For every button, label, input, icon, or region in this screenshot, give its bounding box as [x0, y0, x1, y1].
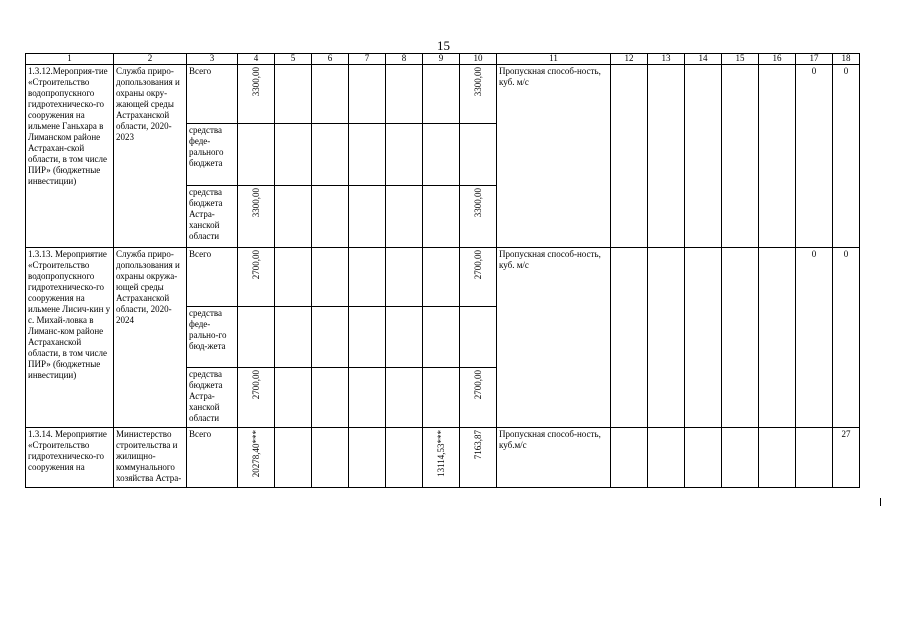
value-cell: 2700,00 — [460, 368, 497, 428]
header-cell: 11 — [497, 54, 611, 65]
header-cell: 15 — [722, 54, 759, 65]
data-table — [25, 53, 860, 488]
indicator: Пропускная способ-ность, куб. м/с — [497, 248, 611, 428]
header-cell: 4 — [238, 54, 275, 65]
activity-name: 1.3.13. Мероприятие «Строительство водопропускного гидротехническо-го сооружения на ильмене Лисич-кин у с. Михай-ловка в Лиманс-ком районе Астраханской области, в том числе ПИР» (бюджетные инвестиции) — [26, 248, 114, 428]
value-cell: 27 — [833, 428, 860, 488]
value-cell: 3300,00 — [460, 186, 497, 248]
value-cell: 0 — [833, 248, 860, 428]
value-cell: 0 — [796, 65, 833, 248]
value-cell — [423, 65, 460, 124]
page-number: 15 — [437, 38, 450, 53]
header-cell: 16 — [759, 54, 796, 65]
header-cell: 6 — [312, 54, 349, 65]
header-cell: 8 — [386, 54, 423, 65]
funding-source: средства бюджета Астра-ханской области — [187, 186, 238, 248]
executor: Служба приро-допользования и охраны окру-жающей среды Астраханской области, 2020-2023 — [114, 65, 187, 248]
header-cell: 10 — [460, 54, 497, 65]
table-row — [26, 428, 860, 488]
executor: Служба приро-допользования и охраны окружа-ющей среды Астраханской области, 2020-2024 — [114, 248, 187, 428]
header-cell: 9 — [423, 54, 460, 65]
funding-source: средства бюджета Астра-ханской области — [187, 368, 238, 428]
header-cell: 12 — [611, 54, 648, 65]
value-cell: 3300,00 — [238, 186, 275, 248]
header-row — [26, 54, 860, 65]
indicator: Пропускная способ-ность, куб. м/с — [497, 65, 611, 248]
activity-name: 1.3.14. Мероприятие «Строительство гидротехническо-го сооружения на — [26, 428, 114, 488]
header-cell: 17 — [796, 54, 833, 65]
value-cell: 2700,00 — [238, 368, 275, 428]
indicator: Пропускная способ-ность, куб.м/с — [497, 428, 611, 488]
executor: Министерство строительства и жилищно-коммунального хозяйства Астра- — [114, 428, 187, 488]
header-cell: 1 — [26, 54, 114, 65]
value-cell: 2700,00 — [238, 248, 275, 307]
value-cell: 0 — [833, 65, 860, 248]
value-cell: 3300,00 — [238, 65, 275, 124]
divider — [880, 498, 881, 506]
value-cell — [796, 428, 833, 488]
header-cell: 14 — [685, 54, 722, 65]
table-row — [26, 248, 860, 307]
funding-source: средства феде-рального бюджета — [187, 124, 238, 186]
funding-source: средства феде-рально-го бюд-жета — [187, 307, 238, 368]
value-cell: 3300,00 — [460, 65, 497, 124]
header-cell: 7 — [349, 54, 386, 65]
header-cell: 2 — [114, 54, 187, 65]
value-cell: 0 — [796, 248, 833, 428]
activity-name: 1.3.12.Мероприя-тие «Строительство водопропускного гидротехническо-го сооружения на ильмене Ганьхара в Лиманском районе Астрахан-ской области, в том числе ПИР» (бюджетные инвестиции) — [26, 65, 114, 248]
value-cell: 2700,00 — [460, 248, 497, 307]
header-cell: 5 — [275, 54, 312, 65]
header-cell: 18 — [833, 54, 860, 65]
value-cell: 13114,53*** — [423, 428, 460, 488]
header-cell: 13 — [648, 54, 685, 65]
header-cell: 3 — [187, 54, 238, 65]
value-cell — [423, 248, 460, 307]
funding-source: Всего — [187, 428, 238, 488]
value-cell: 20278,40*** — [238, 428, 275, 488]
funding-source: Всего — [187, 248, 238, 307]
value-cell: 7163,87 — [460, 428, 497, 488]
funding-source: Всего — [187, 65, 238, 124]
table-row — [26, 65, 860, 124]
